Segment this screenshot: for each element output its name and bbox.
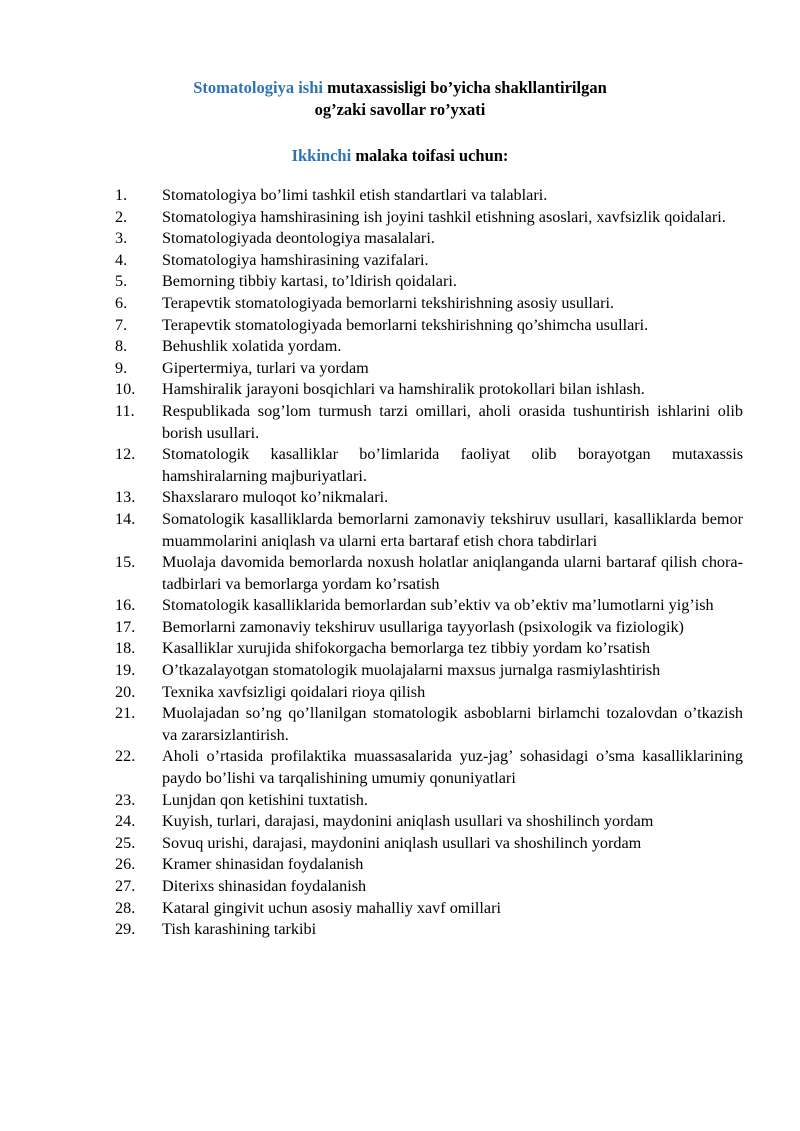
item-text: Kataral gingivit uchun asosiy mahalliy xavf omillari <box>162 898 501 917</box>
list-item <box>0 271 800 293</box>
list-item <box>0 617 800 639</box>
item-text: Terapevtik stomatologiyada bemorlarni tekshirishning asosiy usullari. <box>162 293 615 312</box>
list-item <box>0 595 800 617</box>
item-text: Stomatologiya hamshirasining ish joyini tashkil etishning asoslari, xavfsizlik qoidalari. <box>162 207 726 226</box>
document-subtitle <box>0 145 800 167</box>
item-number: 17. <box>115 617 136 636</box>
item-number: 5. <box>115 272 128 291</box>
list-item <box>0 638 800 660</box>
list-item <box>0 379 800 401</box>
item-text: Muolajadan so’ng qo’llanilgan stomatologik asboblarni birlamchi tozalovdan o’tkazish va zararsizlantirish. <box>162 704 743 744</box>
item-number: 8. <box>115 337 128 356</box>
item-text: Sovuq urishi, darajasi, maydonini aniqlash usullari va shoshilinch yordam <box>162 833 642 852</box>
item-number: 4. <box>115 250 128 269</box>
item-number: 21. <box>115 704 136 723</box>
list-item <box>0 207 800 229</box>
item-text: Stomatologiyada deontologiya masalalari. <box>162 229 435 248</box>
item-text: Stomatologik kasalliklarida bemorlardan sub’ektiv va ob’ektiv ma’lumotlarni yig’ish <box>162 596 714 615</box>
list-item <box>0 552 800 595</box>
title-line-1-rest: mutaxassisligi bo’yicha shakllantirilgan <box>322 78 607 97</box>
item-number: 15. <box>115 553 136 572</box>
item-text: Gipertermiya, turlari va yordam <box>162 358 369 377</box>
item-text: Kuyish, turlari, darajasi, maydonini aniqlash usullari va shoshilinch yordam <box>162 812 654 831</box>
item-number: 23. <box>115 790 136 809</box>
list-item <box>0 811 800 833</box>
list-item <box>0 898 800 920</box>
item-text: Somatologik kasalliklarda bemorlarni zamonaviy tekshiruv usullari, kasalliklarda bemor muammolarini aniqlash va ularni erta bartaraf etish chora tabdirlari <box>162 509 743 550</box>
item-text: Diterixs shinasidan foydalanish <box>162 877 367 895</box>
item-number: 6. <box>115 293 128 312</box>
item-text: Kasalliklar xurujida shifokorgacha bemorlarga tez tibbiy yordam ko’rsatish <box>162 639 651 658</box>
item-number: 2. <box>115 207 128 226</box>
list-item <box>0 833 800 855</box>
item-number: 11. <box>115 401 135 420</box>
item-text: Muolaja davomida bemorlarda noxush holatlar aniqlanganda ularni bartaraf qilish chora-tadbirlari va bemorlarga yordam ko’rsatish <box>162 553 743 593</box>
item-text: Stomatologik kasalliklar bo’limlarida faoliyat olib borayotgan mutaxassis hamshiralarning majburiyatlari. <box>162 445 743 485</box>
item-text: Kramer shinasidan foydalanish <box>162 855 364 874</box>
list-item <box>0 487 800 509</box>
item-number: 27. <box>115 877 136 895</box>
item-number: 10. <box>115 380 136 399</box>
item-number: 28. <box>115 898 136 917</box>
item-text: Stomatologiya bo’limi tashkil etish standartlari va talablari. <box>162 186 548 204</box>
item-number: 25. <box>115 833 136 852</box>
list-item <box>0 315 800 337</box>
item-number: 13. <box>115 488 136 507</box>
item-number: 19. <box>115 661 136 680</box>
item-number: 29. <box>115 920 136 939</box>
list-item <box>0 509 800 552</box>
item-number: 24. <box>115 812 136 831</box>
list-item <box>0 250 800 272</box>
item-number: 22. <box>115 747 136 766</box>
item-number: 12. <box>115 445 136 464</box>
list-item <box>0 401 800 444</box>
item-number: 26. <box>115 855 136 874</box>
list-item <box>0 185 800 207</box>
list-item <box>0 293 800 315</box>
list-item <box>0 919 800 941</box>
list-item <box>0 790 800 812</box>
subtitle-category: Ikkinchi <box>291 146 352 165</box>
list-item <box>0 854 800 876</box>
document-title-line-2: og’zaki savollar ro’yxati <box>314 100 486 119</box>
item-text: Bemorlarni zamonaviy tekshiruv usullariga tayyorlash (psixologik va fiziologik) <box>162 617 684 636</box>
question-list <box>0 185 800 941</box>
item-text: Respublikada sog’lom turmush tarzi omillari, aholi orasida tushuntirish ishlarini olib borish usullari. <box>162 401 743 442</box>
title-specialty: Stomatologiya ishi <box>193 78 323 97</box>
item-number: 18. <box>115 639 136 658</box>
list-item <box>0 682 800 704</box>
item-text: Texnika xavfsizligi qoidalari rioya qilish <box>162 682 426 701</box>
item-text: Tish karashining tarkibi <box>162 920 317 939</box>
item-number: 1. <box>115 186 128 204</box>
list-item <box>0 228 800 250</box>
item-number: 9. <box>115 358 128 377</box>
item-text: Stomatologiya hamshirasining vazifalari. <box>162 250 429 269</box>
list-item <box>0 358 800 380</box>
item-text: O’tkazalayotgan stomatologik muolajalarni maxsus jurnalga rasmiylashtirish <box>162 661 661 680</box>
list-item <box>0 703 800 746</box>
item-text: Aholi o’rtasida profilaktika muassasalarida yuz-jag’ sohasidagi o’sma kasalliklarining paydo bo’lishi va tarqalishining umumiy qonuniyatlari <box>162 747 743 788</box>
item-text: Bemorning tibbiy kartasi, to’ldirish qoidalari. <box>162 272 457 291</box>
subtitle-rest: malaka toifasi uchun: <box>351 146 509 165</box>
item-number: 3. <box>115 229 128 248</box>
item-text: Shaxslararo muloqot ko’nikmalari. <box>162 488 389 507</box>
item-text: Behushlik xolatida yordam. <box>162 337 342 356</box>
item-number: 16. <box>115 596 136 615</box>
item-text: Terapevtik stomatologiyada bemorlarni tekshirishning qo’shimcha usullari. <box>162 315 649 334</box>
list-item <box>0 746 800 789</box>
item-text: Hamshiralik jarayoni bosqichlari va hamshiralik protokollari bilan ishlash. <box>162 380 645 399</box>
list-item <box>0 660 800 682</box>
item-number: 20. <box>115 682 136 701</box>
item-number: 14. <box>115 509 136 528</box>
document-title-line-1 <box>0 77 800 99</box>
list-item <box>0 876 800 898</box>
item-number: 7. <box>115 315 128 334</box>
list-item <box>0 444 800 487</box>
item-text: Lunjdan qon ketishini tuxtatish. <box>162 790 368 809</box>
list-item <box>0 336 800 358</box>
